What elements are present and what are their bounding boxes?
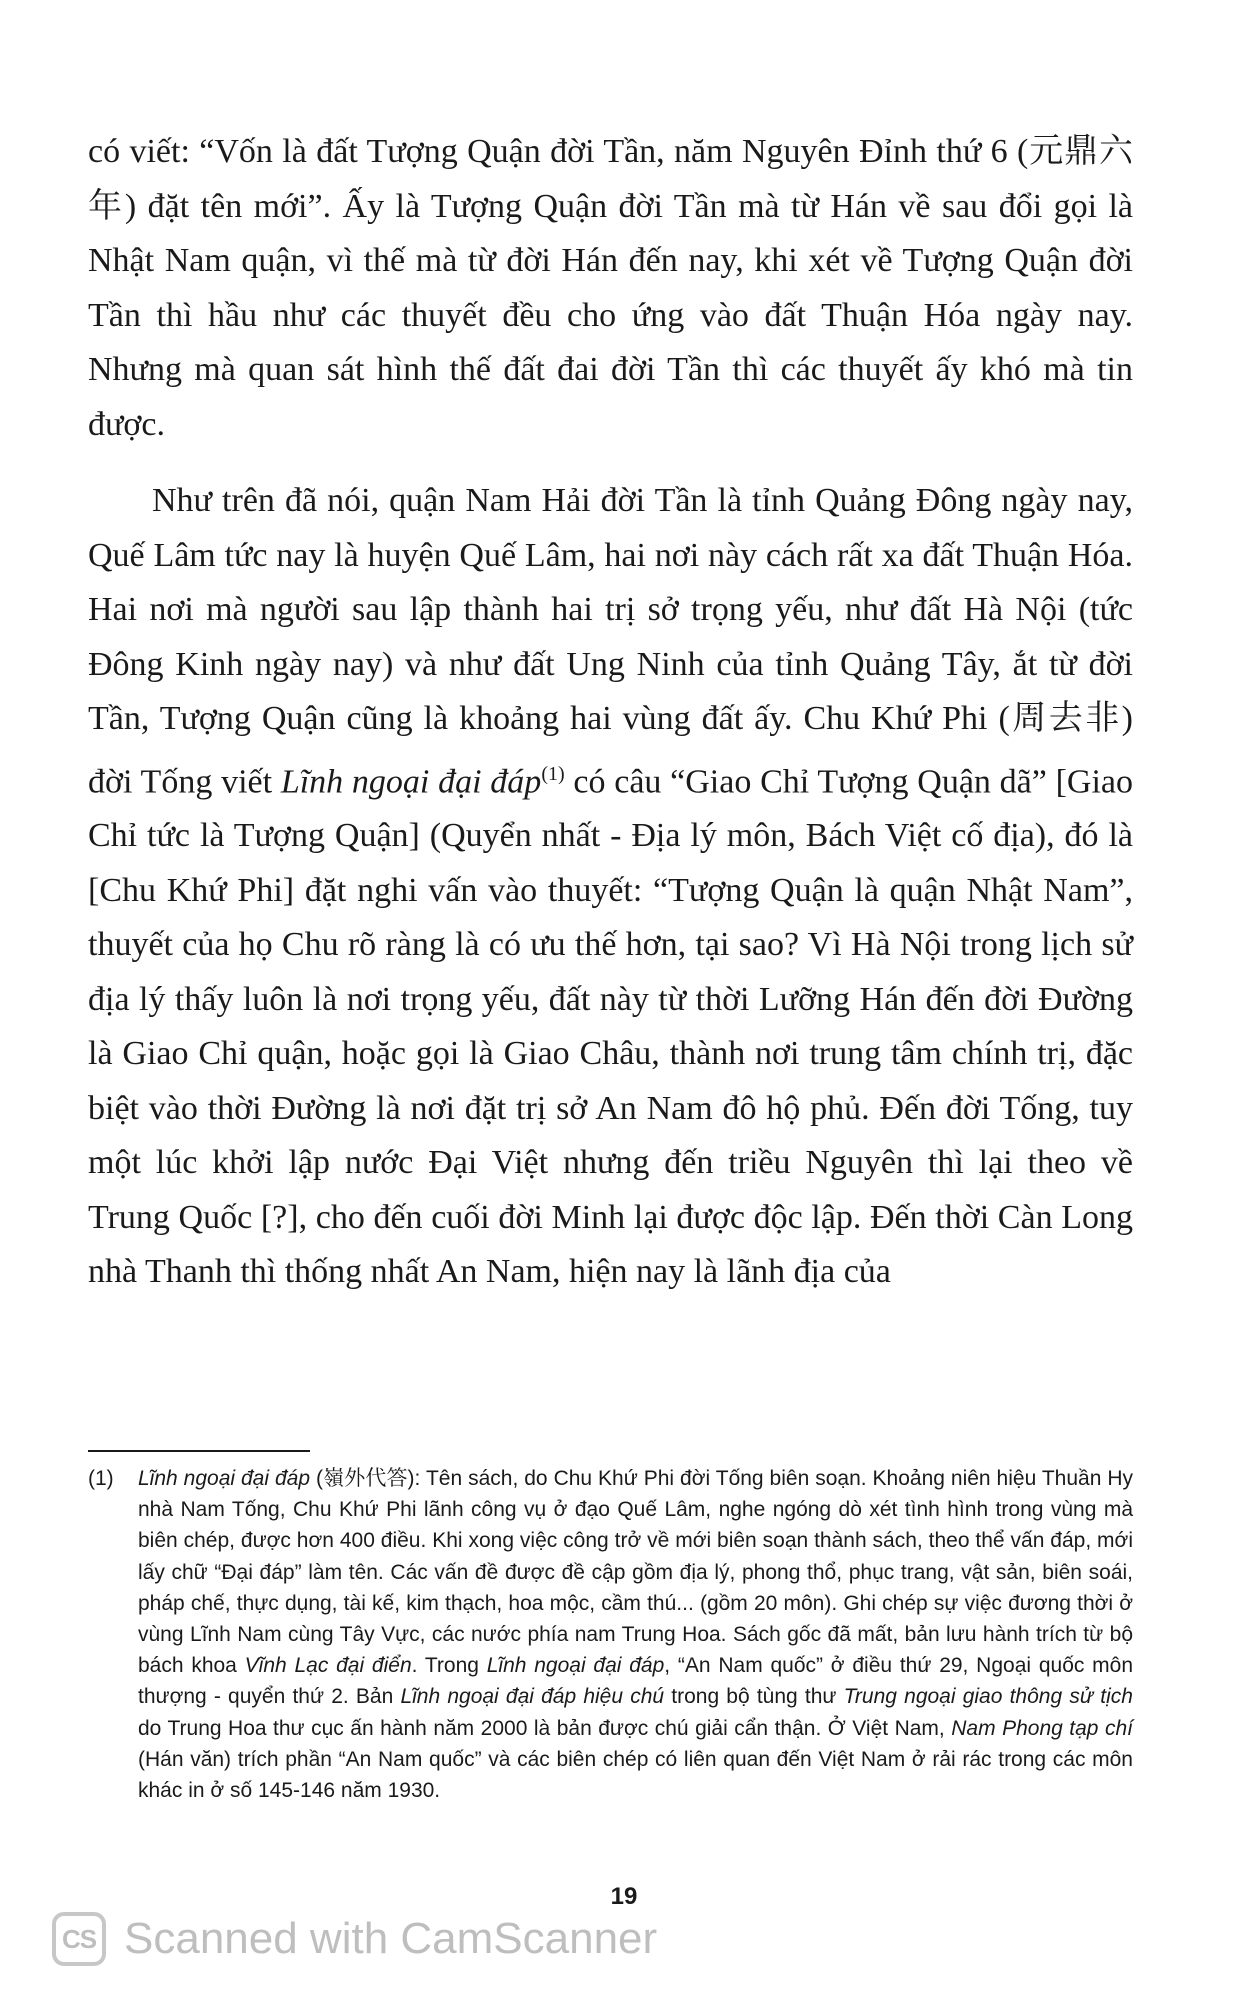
watermark-text: Scanned with CamScanner — [124, 1914, 658, 1963]
paragraph-2 — [88, 474, 1133, 1300]
camscanner-logo-icon: CS — [52, 1912, 106, 1966]
paragraph-1-text: có viết: “Vốn là đất Tượng Quận đời Tần, năm Nguyên Đỉnh thứ 6 (元鼎六年) đặt tên mới”. Ấy là Tượng Quận đời Tần mà từ Hán về sau đổi gọi là Nhật Nam quận, vì thế mà từ đời Hán đến nay, khi xét về Tượng Quận đời Tần thì hầu như các thuyết đều cho ứng vào đất Thuận Hóa ngày nay. Nhưng mà quan sát hình thế đất đai đời Tần thì các thuyết ấy khó mà tin được. — [88, 133, 1133, 443]
footnote-marker: (1) — [88, 1467, 114, 1490]
footnote-italic-5: Trung ngoại giao thông sử tịch — [843, 1685, 1133, 1709]
footnote-text-2: . Trong — [411, 1654, 487, 1678]
footnote-body — [138, 1463, 1133, 1806]
footnote-italic-6: Nam Phong tạp chí — [951, 1716, 1133, 1740]
book-title-italic: Lĩnh ngoại đại đáp — [280, 762, 542, 800]
footnote-text-5: do Trung Hoa thư cục ấn hành năm 2000 là bản được chú giải cẩn thận. Ở Việt Nam, — [138, 1716, 952, 1740]
main-text — [88, 125, 1133, 1300]
footnote-separator — [88, 1450, 310, 1452]
page-number: 19 — [610, 1883, 638, 1910]
footnote-italic-1: Lĩnh ngoại đại đáp — [138, 1467, 311, 1490]
paragraph-2-text-a: Như trên đã nói, quận Nam Hải đời Tần là tỉnh Quảng Đông ngày nay, Quế Lâm tức nay là huyện Quế Lâm, hai nơi này cách rất xa đất Thuận Hóa. Hai nơi mà người sau lập thành hai trị sở trọng yếu, như đất Hà Nội (tức Đông Kinh ngày nay) và như đất Ung Ninh của tỉnh Quảng Tây, ắt từ đời Tần, Tượng Quận cũng là khoảng hai vùng đất ấy. Chu Khứ Phi (周去非) đời Tống viết — [88, 482, 1133, 800]
footnote-text-1: (嶺外代答): Tên sách, do Chu Khứ Phi đời Tống biên soạn. Khoảng niên hiệu Thuần Hy nhà Nam Tống, Chu Khứ Phi lãnh công vụ ở đạo Quế Lâm, nghe ngóng dò xét tình hình trong vùng mà biên chép, được hơn 400 điều. Khi xong việc công trở về mới biên soạn thành sách, theo thể vấn đáp, mới lấy chữ “Đại đáp” làm tên. Các vấn đề được đề cập gồm địa lý, phong thổ, phục trang, vật sản, biên soái, pháp chế, thực dụng, tài kế, kim thạch, hoa mộc, cầm thú... (gồm 20 môn). Ghi chép sự việc đương thời ở vùng Lĩnh Nam cùng Tây Vực, các nước phía nam Trung Hoa. Sách gốc đã mất, bản lưu hành trích từ bộ bách khoa — [138, 1467, 1133, 1678]
paragraph-1 — [88, 125, 1133, 452]
footnote-1 — [88, 1463, 1133, 1806]
footnote-text-6: (Hán văn) trích phần “An Nam quốc” và các biên chép có liên quan đến Việt Nam ở rải rác trong các môn khác in ở số 145-146 năm 1930. — [138, 1747, 1133, 1803]
footnote-text-4: trong bộ tùng thư — [664, 1685, 844, 1709]
paragraph-2-text-b: có câu “Giao Chỉ Tượng Quận dã” [Giao Chỉ tức là Tượng Quận] (Quyển nhất - Địa lý môn, Bách Việt cố địa), đó là [Chu Khứ Phi] đặt nghi vấn vào thuyết: “Tượng Quận là quận Nhật Nam”, thuyết của họ Chu rõ ràng là có ưu thế hơn, tại sao? Vì Hà Nội trong lịch sử địa lý thấy luôn là nơi trọng yếu, đất này từ thời Lưỡng Hán đến đời Đường là Giao Chỉ quận, hoặc gọi là Giao Châu, thành nơi trung tâm chính trị, đặc biệt vào thời Đường là nơi đặt trị sở An Nam đô hộ phủ. Đến đời Tống, tuy một lúc khởi lập nước Đại Việt nhưng đến triều Nguyên thì lại theo về Trung Quốc [?], cho đến cuối đời Minh lại được độc lập. Đến thời Càn Long nhà Thanh thì thống nhất An Nam, hiện nay là lãnh địa của — [88, 762, 1133, 1291]
camscanner-watermark — [52, 1912, 657, 1966]
footnote-italic-2: Vĩnh Lạc đại điển — [244, 1654, 412, 1678]
footnote-text-3: , “An Nam quốc” ở điều thứ 29, Ngoại quốc môn thượng - quyển thứ 2. Bản — [138, 1654, 1134, 1709]
footnote-italic-4: Lĩnh ngoại đại đáp hiệu chú — [400, 1685, 665, 1709]
footnote-reference[interactable]: (1) — [541, 762, 565, 785]
footnote-italic-3: Lĩnh ngoại đại đáp — [486, 1654, 665, 1678]
